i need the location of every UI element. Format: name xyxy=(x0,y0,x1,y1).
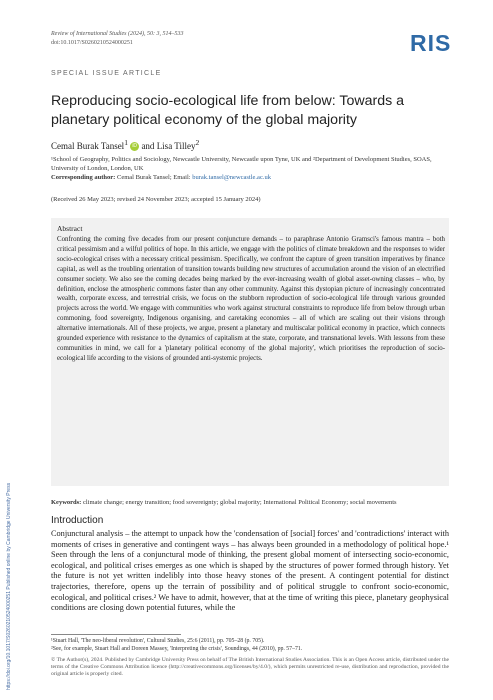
corresponding-label: Corresponding author: xyxy=(51,174,116,181)
ris-logo: RIS xyxy=(410,30,452,56)
abstract-box xyxy=(51,218,449,486)
article-doi[interactable]: doi:10.1017/S0260210524000251 xyxy=(51,40,133,46)
affiliations: ¹School of Geography, Politics and Sociology, Newcastle University, Newcastle upon Tyne, UK and ²Department of Development Studies, SOAS, University of London, London, UK xyxy=(51,156,432,172)
author-connector: and xyxy=(139,141,157,151)
abstract-heading: Abstract xyxy=(57,224,83,233)
abstract-text: Confronting the coming five decades from our present conjuncture demands – to paraphrase Antonio Gramsci's famous mantra – both critical pessimism and a wilful politics of hope. In this article, we engage with the politics of climate breakdown and the responses to wider socio-ecological crises with a necessary critical pessimism. Specifically, we confront the capture of green transition imperatives by finance capital, as well as the troubling orientation of transition towards building new structures of accumulation around the vision of an electrified consumer society. We also see the coming decades being marked by the ever-increasing wealth of global asset-owning classes – who, by definition, enclose the atmospheric commons faster than any other community. Against this dystopian picture of increasingly concentrated wealth, corporate excess, and terrestrial crisis, we focus on the stubborn reproduction of socio-ecological life through various grounded projects across the world. We engage with communities who work against structural constraints to reproduce life from below through urban commoning, food sovereignty, Indigenous organising, and caretaking economies – all of which are scaling out their visions through alternative internationals. All of these projects, we argue, present a planetary and multiscalar political economy in practice, which connects grounded experience with resistance to the dynamics of capitalism at the state, corporate, and transnational levels. With lessons from these communities in mind, we call for a 'planetary political economy of the global majority', which prioritises the reproduction of socio-ecological life according to the visions of grounded anti-systemic projects. xyxy=(57,236,445,362)
author-list xyxy=(51,137,199,152)
corresponding-author xyxy=(51,173,446,182)
side-doi-text[interactable]: https://doi.org/10.1017/S0260210524000251 Published online by Cambridge University Press xyxy=(6,482,12,690)
side-doi-strip xyxy=(6,220,18,690)
footnote-divider xyxy=(51,634,181,635)
journal-citation: Review of International Studies (2024), 50: 3, 514–533 xyxy=(51,31,184,37)
keywords-label: Keywords: xyxy=(51,499,82,506)
orcid-icon[interactable]: iD xyxy=(130,142,139,151)
author-affil-mark: 1 xyxy=(124,138,128,147)
keywords-text: climate change; energy transition; food sovereignty; global majority; International Political Economy; social movements xyxy=(81,499,397,506)
keywords xyxy=(51,498,449,507)
section-heading-introduction: Introduction xyxy=(51,515,104,526)
author-affil-mark: 2 xyxy=(195,138,200,147)
email-link[interactable]: burak.tansel@newcastle.ac.uk xyxy=(192,174,271,181)
copyright-notice: © The Author(s), 2024. Published by Cambridge University Press on behalf of The British International Studies Association. This is an Open Access article, distributed under the terms of the Creative Commons Attribution licence (http://creativecommons.org/licenses/by/4.0/), which permits unrestricted re-use, distribution and reproduction, provided the original article is properly cited. xyxy=(51,657,449,677)
corresponding-text: Cemal Burak Tansel; Email: xyxy=(115,174,193,181)
received-dates: (Received 26 May 2023; revised 24 November 2023; accepted 15 January 2024) xyxy=(51,196,261,203)
footnote-1: ¹Stuart Hall, 'The neo-liberal revolution', Cultural Studies, 25:6 (2011), pp. 705–28 (p. 705). xyxy=(51,638,265,644)
introduction-text: Conjunctural analysis – the attempt to unpack how the 'condensation of [social] forces' and 'contradictions' interact with moments of crises in generative and contingent ways – has always been grounded in a methodology of political hope.¹ Seen through the lens of a conjunctural mode of thinking, the present global moment of intersecting socio-economic, ecological, and political crises emerges as one which is shaped by the structures of power formed through history. Yet the future is not yet written indelibly into those heavy stones of the present. A contingent potential for distinct trajectories, therefore, opens up the terrain of possibility and of political struggle to confront socio-economic, ecological, and political crises.² We have to admit, however, that at the time of writing this piece, planetary geophysical conditions are closing down potential futures, while the xyxy=(51,529,449,613)
author-name[interactable]: Lisa Tilley xyxy=(156,141,196,151)
article-title: Reproducing socio-ecological life from below: Towards a planetary political economy of the global majority xyxy=(51,93,405,128)
author-name[interactable]: Cemal Burak Tansel xyxy=(51,141,125,151)
footnote-2: ²See, for example, Stuart Hall and Doreen Massey, 'Interpreting the crisis', Soundings, 44 (2010), pp. 57–71. xyxy=(51,646,303,652)
article-type: SPECIAL ISSUE ARTICLE xyxy=(51,70,162,77)
